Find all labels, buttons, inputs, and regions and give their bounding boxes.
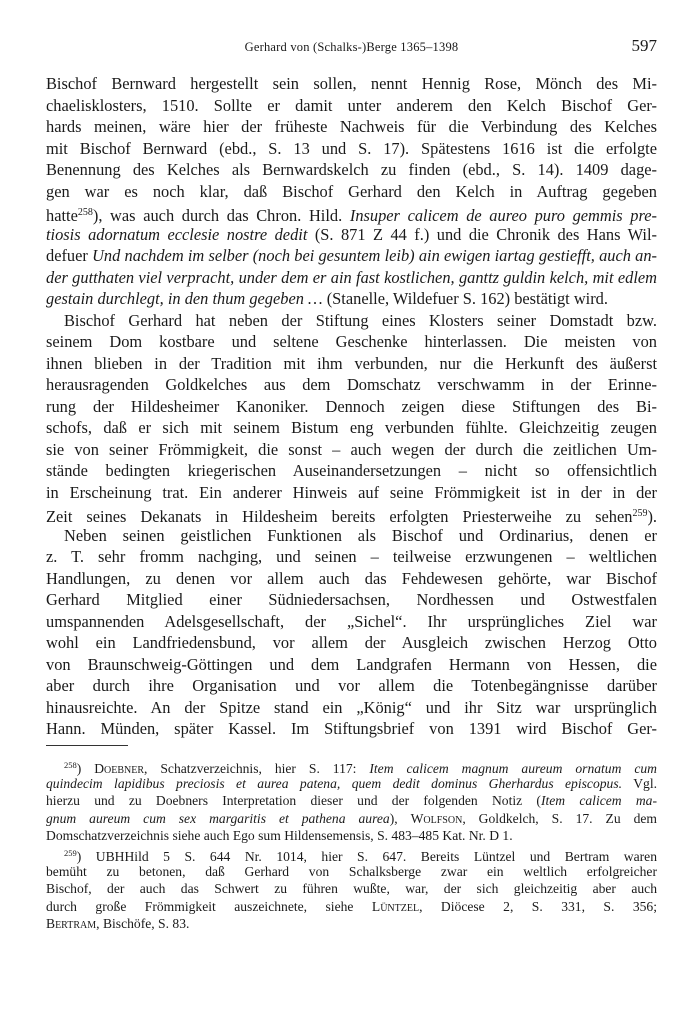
footnote [46, 757, 657, 845]
text-line [46, 159, 657, 181]
text-line [46, 267, 657, 289]
text-run: Neben seinen geistlichen Funktionen als Bischof und Ordinarius, denen er [64, 525, 657, 545]
body-text [46, 73, 657, 740]
text-line [46, 757, 657, 775]
text-run: , Goldkelch, S. 17. Zu dem [462, 810, 657, 826]
text-line [46, 915, 657, 933]
text-line [46, 775, 657, 793]
text-line [46, 310, 657, 332]
text-line [46, 525, 657, 547]
text-run: Und nachdem im selber (noch bei gesuntem leib) ain ewigen iartag gestiefft, auch an- [92, 246, 657, 265]
text-line [46, 718, 657, 740]
text-run: ), [389, 810, 411, 826]
text-run: Benennung des Kelches als Bernwardskelch zu finden (ebd., S. 14). 1409 dage- [46, 160, 657, 179]
text-run: defuer [46, 246, 93, 265]
text-run: der gutthaten viel verpracht, under dem er ain fast kostlichen, ganttz guldin kelch, mit edlem [46, 267, 657, 287]
text-run: (Stanelle, Wildefuer S. 162) bestätigt wird. [322, 289, 608, 308]
text-line [46, 697, 657, 719]
text-line [46, 863, 657, 881]
text-run: ) [76, 761, 95, 776]
text-line [46, 460, 657, 482]
text-run: Lüntzel [371, 898, 420, 914]
text-run: ) UBHHild 5 S. 644 Nr. 1014, hier S. 647. Bereits Lüntzel und Bertram waren [76, 848, 657, 864]
page-number: 597 [631, 36, 657, 55]
text-run: stände bedingten kriegerischen Auseinandersetzungen – nicht so offensichtlich [46, 461, 657, 480]
text-line [46, 374, 657, 396]
text-run: hards meinen, wäre hier der früheste Nachweis für die Verbindung des Kelches [46, 117, 657, 136]
text-run: Bischof Gerhard hat neben der Stiftung eines Klosters seiner Domstadt bzw. [64, 310, 657, 330]
text-run: gestain durchlegt, in den thum gegeben … [46, 289, 323, 308]
text-run: , Schatzverzeichnis, hier S. 117: [144, 761, 370, 776]
text-run: hinausreichte. An der Spitze stand ein „König“ und ihr Sitz war ursprünglich [46, 697, 657, 717]
footnote-marker: 258 [77, 207, 93, 218]
text-run: Item calicem magnum aureum ornatum cum [369, 761, 657, 776]
text-line [46, 202, 657, 224]
footnote-marker: 258 [64, 760, 77, 770]
text-run: quindecim lapidibus preciosis et aurea patena, quem dedit dominus Gherhardus episcopus. [46, 775, 623, 791]
text-run: chaelisklosters, 1510. Sollte er damit unter anderem den Kelch Bischof Ger- [46, 95, 657, 115]
text-run: rung der Hildesheimer Kanoniker. Dennoch zeigen diese Stiftungen des Bi- [46, 396, 657, 416]
text-line [46, 880, 657, 898]
text-run: ), was auch durch das Chron. Hild. [92, 206, 350, 225]
text-line [46, 675, 657, 697]
text-run: z. T. sehr fromm nachging, und seinen – teilweise erzwungenen – weltlichen [46, 547, 657, 566]
text-line [46, 417, 657, 439]
text-line [46, 503, 657, 525]
text-run: gnum aureum cum sex margaritis et pathena aurea [46, 810, 390, 826]
footnote-marker: 259 [64, 847, 77, 858]
text-run: ). [647, 507, 657, 526]
text-run: wohl ein Landfriedensbund, vor allem der Ausgleich zwischen Herzog Otto [46, 633, 657, 652]
text-line [46, 73, 657, 95]
text-run: seinem Dom kostbare und seltene Geschenke hinterlassen. Die meisten von [46, 332, 657, 351]
text-run: hierzu und zu Doebners Interpretation dieser und der folgenden Notiz ( [46, 793, 541, 809]
footnotes [46, 757, 657, 933]
text-run: (S. 871 Z 44 f.) und die Chronik des Hans Wil- [307, 224, 657, 244]
text-line [46, 331, 657, 353]
text-run: umspannenden Adelsgesellschaft, der „Sichel“. Ihr ursprüngliches Ziel war [46, 611, 657, 631]
text-run: schofs, daß er sich mit seinem Bistum eng verbunden fühlte. Gleichzeitig zeugen [46, 418, 657, 437]
text-line [46, 792, 657, 810]
text-line [46, 568, 657, 590]
text-line [46, 181, 657, 203]
text-line [46, 611, 657, 633]
footnote-marker: 259 [632, 508, 648, 519]
running-head: Gerhard von (Schalks-)Berge 1365–1398 [244, 40, 459, 54]
paragraph [46, 73, 657, 310]
text-line [46, 396, 657, 418]
text-run: durch große Frömmigkeit auszeichnete, siehe [46, 898, 372, 914]
text-line [46, 898, 657, 916]
text-line [46, 353, 657, 375]
text-run: Bischof, der auch das Schwert zu führen wußte, war, der sich gleichzeitig aber auch [46, 881, 657, 897]
text-line [46, 546, 657, 568]
text-line [46, 288, 657, 310]
text-run: Wolfson [410, 810, 463, 826]
text-run: Vgl. [622, 775, 657, 791]
footnote [46, 845, 657, 933]
page-header [46, 36, 657, 60]
text-line [46, 654, 657, 676]
paragraph [46, 310, 657, 525]
text-line [46, 116, 657, 138]
text-line [46, 810, 657, 828]
text-run: bemüht zu betonen, daß Gerhard von Schalksberge zwar ein weltlich erfolgreicher [46, 863, 657, 879]
text-line [46, 224, 657, 246]
text-run: Insuper calicem de aureo puro gemmis pre- [349, 206, 658, 225]
text-run: tiosis adornatum ecclesie nostre dedit [46, 224, 308, 244]
text-line [46, 482, 657, 504]
text-run: von Braunschweig-Göttingen und dem Landgrafen Hermann von Hessen, die [46, 654, 657, 674]
text-run: Bertram [46, 916, 97, 932]
text-run: , Diöcese 2, S. 331, S. 356; [419, 898, 657, 914]
text-run: mit Bischof Bernward (ebd., S. 13 und S. 17). Spätestens 1616 ist die erfolgte [46, 138, 657, 158]
text-run: Gerhard Mitglied einer Südniedersachsen, Nordhessen und Ostwestfalen [46, 590, 657, 609]
text-line [46, 845, 657, 863]
text-run: gen war es noch klar, daß Bischof Gerhard den Kelch in Auftrag gegeben [46, 181, 657, 201]
text-run: Handlungen, zu denen vor allem auch das Fehdewesen gehörte, war Bischof [46, 568, 657, 588]
text-run: Domschatzverzeichnis siehe auch Ego sum Hildensemensis, S. 483–485 Kat. Nr. D 1. [46, 828, 513, 844]
text-run: hatte [46, 206, 78, 225]
text-run: , Bischöfe, S. 83. [96, 916, 190, 932]
text-run: sie von seiner Frömmigkeit, die sonst – auch wegen der durch die zeitlichen Um- [46, 439, 657, 459]
text-line [46, 138, 657, 160]
footnote-rule [46, 745, 128, 746]
text-run: Item calicem ma- [540, 793, 657, 809]
text-run: Bischof Bernward hergestellt sein sollen, nennt Hennig Rose, Mönch des Mi- [46, 74, 657, 93]
text-run: ihnen blieben in der Tradition mit ihm verbunden, nur die Herkunft des äußerst [46, 353, 657, 373]
text-line [46, 439, 657, 461]
paragraph [46, 525, 657, 740]
text-run: herausragenden Goldkelches aus dem Domschatz verschwamm in der Erinne- [46, 375, 657, 394]
text-line [46, 95, 657, 117]
text-run: Zeit seines Dekanats in Hildesheim bereits erfolgten Priesterweihe zu sehen [46, 507, 633, 526]
text-run: Doebner [94, 761, 145, 776]
text-run: Hann. Münden, später Kassel. Im Stiftungsbrief von 1391 wird Bischof Ger- [46, 719, 657, 738]
text-run: aber durch ihre Organisation und vor allem die Totenbegängnisse darüber [46, 676, 657, 695]
text-run: in Erscheinung trat. Ein anderer Hinweis auf seine Frömmigkeit ist in der in der [46, 482, 657, 502]
text-line [46, 632, 657, 654]
text-line [46, 589, 657, 611]
text-line [46, 245, 657, 267]
text-line [46, 827, 657, 845]
